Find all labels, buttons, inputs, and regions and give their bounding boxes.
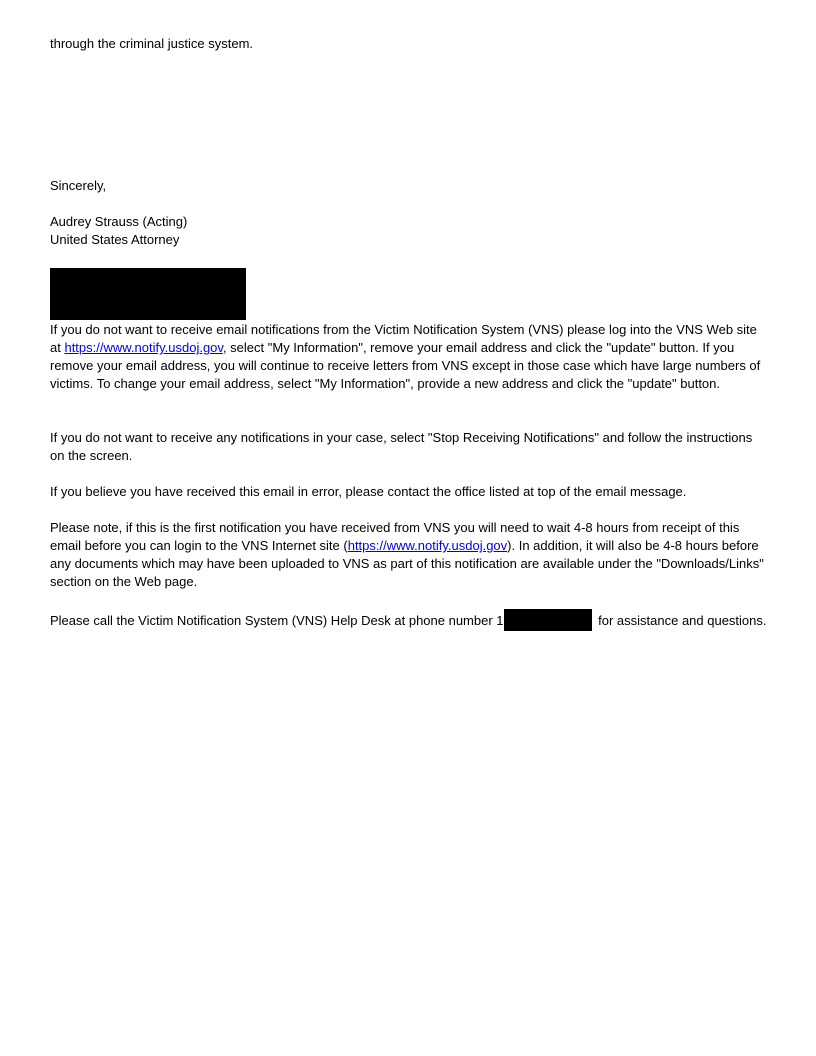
intro-line: through the criminal justice system. xyxy=(50,36,254,51)
closing: Sincerely, xyxy=(50,178,107,193)
vns-internet-site-link[interactable]: https://www.notify.usdoj.gov xyxy=(347,538,508,553)
email-opt-out-text-1: If you do not want to receive email notifications from the Victim Notification System (VNS) please log into the VNS Web site at xyxy=(50,322,757,355)
vns-website-link[interactable]: https://www.notify.usdoj.gov xyxy=(64,340,223,355)
error-notice-text: If you believe you have received this email in error, please contact the office listed at top of the email message. xyxy=(50,484,687,499)
stop-notifications-paragraph xyxy=(50,429,770,465)
help-desk-paragraph xyxy=(50,609,770,631)
help-desk-text-1: Please call the Victim Notification System (VNS) Help Desk at phone number 1 xyxy=(50,613,504,628)
redacted-phone-number xyxy=(504,609,592,631)
signer-name: Audrey Strauss (Acting) xyxy=(50,214,188,229)
error-notice-paragraph xyxy=(50,483,770,501)
stop-notifications-text: If you do not want to receive any notifications in your case, select "Stop Receiving Notifications" and follow the instructions on the screen. xyxy=(50,430,753,463)
email-opt-out-paragraph xyxy=(50,321,770,393)
help-desk-text-2: for assistance and questions. xyxy=(594,613,767,628)
signer-title: United States Attorney xyxy=(50,232,180,247)
first-notification-paragraph xyxy=(50,519,770,591)
first-notification-text-1: Please note, if this is the first notification you have received from VNS you will need to wait 4-8 hours from receipt of this email before you can login to the VNS Internet site ( xyxy=(50,520,740,553)
first-notification-text-2: ). In addition, it will also be 4-8 hours before any documents which may have been uploaded to VNS as part of this notification are available under the "Downloads/Links" section on the Web page. xyxy=(50,538,764,589)
email-opt-out-text-2: , select "My Information", remove your email address and click the "update" button. If you remove your email address, you will continue to receive letters from VNS except in those case which have large numbers of victims. To change your email address, select "My Information", provide a new address and click the "update" button. xyxy=(50,340,761,391)
redacted-signature-block xyxy=(50,268,246,320)
